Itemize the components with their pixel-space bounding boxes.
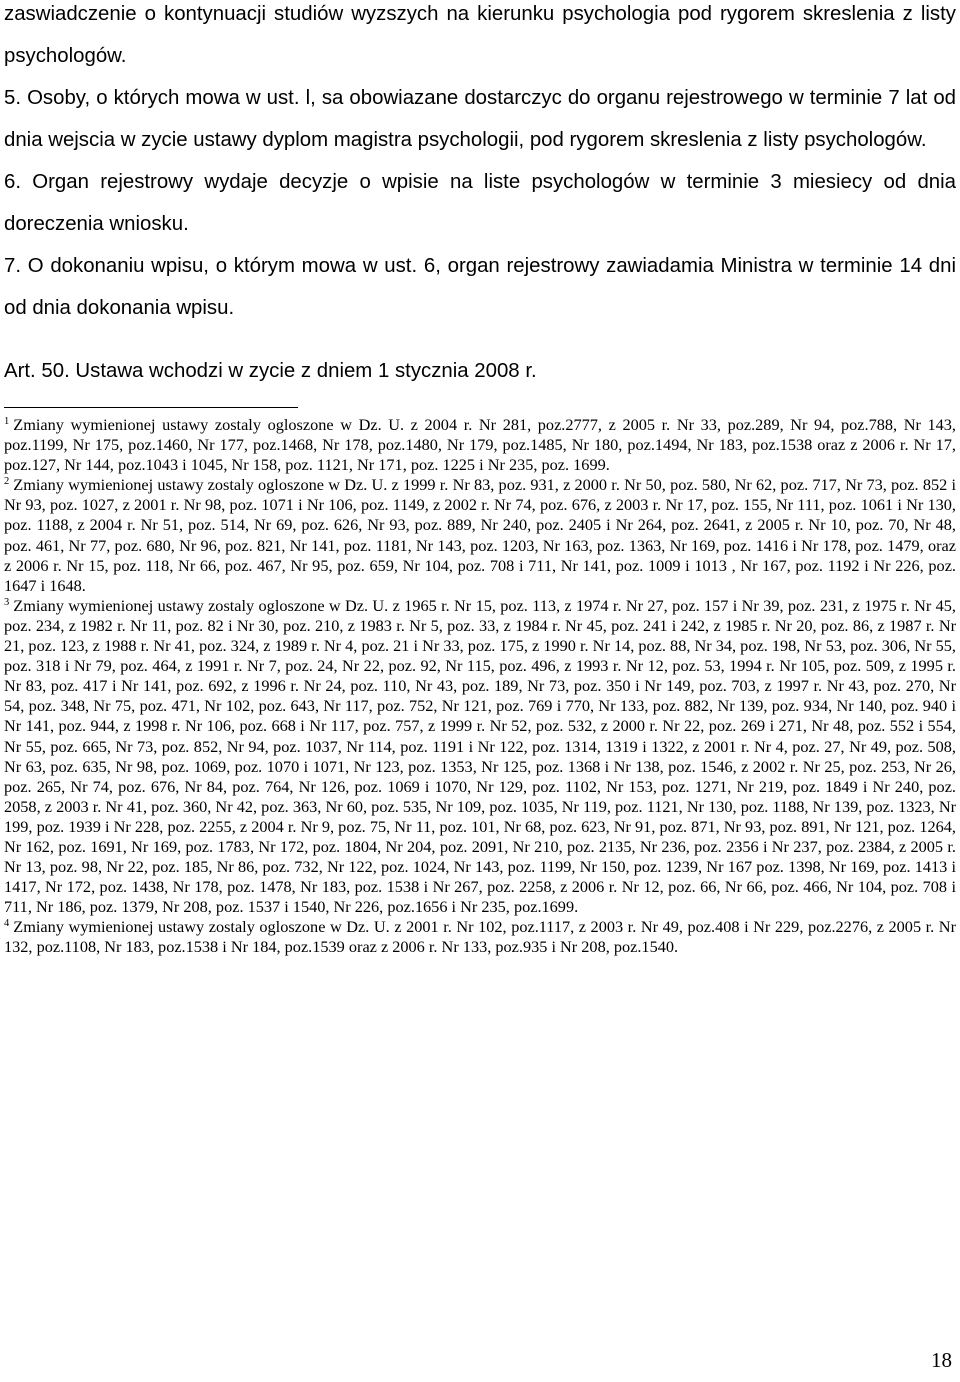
page-number: 18 <box>931 1348 952 1372</box>
document-page <box>4 0 956 958</box>
paragraph-certificate-continuation: zaswiadczenie o kontynuacji studiów wyzszych na kierunku psychologia pod rygorem skreslenia z listy psychologów. <box>4 3 956 67</box>
footnote-marker: 2 <box>4 476 10 488</box>
footnote-3 <box>4 596 956 918</box>
footnote-text: Zmiany wymienionej ustawy zostaly ogloszone w Dz. U. z 1999 r. Nr 83, poz. 931, z 2000 r. Nr 50, poz. 580, Nr 62, poz. 717, Nr 73, poz. 852 i Nr 93, poz. 1027, z 2001 r. Nr 98, poz. 1071 i Nr 106, poz. 1149, z 2002 r. Nr 74, poz. 676, z 2003 r. Nr 17, poz. 155, Nr 111, poz. 1061 i Nr 130, poz. 1188, z 2004 r. Nr 51, poz. 514, Nr 69, poz. 626, Nr 93, poz. 889, Nr 240, poz. 2405 i Nr 264, poz. 2641, z 2005 r. Nr 10, poz. 70, Nr 48, poz. 461, Nr 77, poz. 680, Nr 96, poz. 821, Nr 141, poz. 1181, Nr 143, poz. 1203, Nr 163, poz. 1363, Nr 169, poz. 1416 i Nr 178, poz. 1479, oraz z 2006 r. Nr 15, poz. 118, Nr 66, poz. 467, Nr 95, poz. 659, Nr 104, poz. 708 i 711, Nr 141, poz. 1009 i 1013 , Nr 167, poz. 1192 i Nr 226, poz. 1647 i 1648. <box>4 475 956 595</box>
footnote-text: Zmiany wymienionej ustawy zostaly ogloszone w Dz. U. z 2001 r. Nr 102, poz.1117, z 2003 r. Nr 49, poz.408 i Nr 229, poz.2276, z 2005 r. Nr 132, poz.1108, Nr 183, poz.1538 i Nr 184, poz.1539 oraz z 2006 r. Nr 133, poz.935 i Nr 208, poz.1540. <box>4 917 956 957</box>
paragraph-7: 7. O dokonaniu wpisu, o którym mowa w ust. 6, organ rejestrowy zawiadamia Ministra w terminie 14 dni od dnia dokonania wpisu. <box>4 255 956 319</box>
paragraph-6: 6. Organ rejestrowy wydaje decyzje o wpisie na liste psychologów w terminie 3 miesiecy od dnia doreczenia wniosku. <box>4 171 956 235</box>
footnote-4 <box>4 917 956 957</box>
footnote-marker: 4 <box>4 918 10 930</box>
footnotes <box>4 415 956 958</box>
footnote-marker: 1 <box>4 416 10 427</box>
paragraph-5: 5. Osoby, o których mowa w ust. l, sa obowiazane dostarczyc do organu rejestrowego w terminie 7 lat od dnia wejscia w zycie ustawy dyplom magistra psychologii, pod rygorem skreslenia z listy psychologów. <box>4 87 956 151</box>
footnote-separator <box>4 407 298 408</box>
footnote-marker: 3 <box>4 596 10 608</box>
article-50: Art. 50. Ustawa wchodzi w zycie z dniem 1 stycznia 2008 r. <box>4 360 537 382</box>
footnote-text: Zmiany wymienionej ustawy zostaly ogloszone w Dz. U. z 2004 r. Nr 281, poz.2777, z 2005 r. Nr 33, poz.289, Nr 94, poz.788, Nr 143, poz.1199, Nr 175, poz.1460, Nr 177, poz.1468, Nr 178, poz.1480, Nr 179, poz.1485, Nr 180, poz.1494, Nr 183, poz.1538 oraz z 2006 r. Nr 17, poz.127, Nr 144, poz.1043 i 1045, Nr 158, poz. 1121, Nr 171, poz. 1225 i Nr 235, poz. 1699. <box>4 415 956 475</box>
footnote-2 <box>4 475 956 596</box>
footnote-1 <box>4 415 956 475</box>
footnote-text: Zmiany wymienionej ustawy zostaly ogloszone w Dz. U. z 1965 r. Nr 15, poz. 113, z 1974 r. Nr 27, poz. 157 i Nr 39, poz. 231, z 1975 r. Nr 45, poz. 234, z 1982 r. Nr 11, poz. 82 i Nr 30, poz. 210, z 1983 r. Nr 5, poz. 33, z 1984 r. Nr 45, poz. 241 i 242, z 1985 r. Nr 20, poz. 86, z 1987 r. Nr 21, poz. 123, z 1988 r. Nr 41, poz. 324, z 1989 r. Nr 4, poz. 21 i Nr 33, poz. 175, z 1990 r. Nr 14, poz. 88, Nr 34, poz. 198, Nr 53, poz. 306, Nr 55, poz. 318 i Nr 79, poz. 464, z 1991 r. Nr 7, poz. 24, Nr 22, poz. 92, Nr 115, poz. 496, z 1993 r. Nr 12, poz. 53, 1994 r. Nr 105, poz. 509, z 1995 r. Nr 83, poz. 417 i Nr 141, poz. 692, z 1996 r. Nr 24, poz. 110, Nr 43, poz. 189, Nr 73, poz. 350 i Nr 149, poz. 703, z 1997 r. Nr 43, poz. 270, Nr 54, poz. 348, Nr 75, poz. 471, Nr 102, poz. 643, Nr 117, poz. 752, Nr 121, poz. 769 i 770, Nr 133, poz. 882, Nr 139, poz. 934, Nr 140, poz. 940 i Nr 141, poz. 944, z 1998 r. Nr 106, poz. 668 i Nr 117, poz. 757, z 1999 r. Nr 52, poz. 532, z 2000 r. Nr 22, poz. 269 i 271, Nr 48, poz. 552 i 554, Nr 55, poz. 665, Nr 73, poz. 852, Nr 94, poz. 1037, Nr 114, poz. 1191 i Nr 122, poz. 1314, 1319 i 1322, z 2001 r. Nr 4, poz. 27, Nr 49, poz. 508, Nr 63, poz. 635, Nr 98, poz. 1069, poz. 1070 i 1071, Nr 123, poz. 1353, Nr 125, poz. 1368 i Nr 138, poz. 1546, z 2002 r. Nr 25, poz. 253, Nr 26, poz. 265, Nr 74, poz. 676, Nr 84, poz. 764, Nr 126, poz. 1069 i 1070, Nr 129, poz. 1102, Nr 153, poz. 1271, Nr 219, poz. 1849 i Nr 240, poz. 2058, z 2003 r. Nr 41, poz. 360, Nr 42, poz. 363, Nr 60, poz. 535, Nr 109, poz. 1035, Nr 119, poz. 1121, Nr 130, poz. 1188, Nr 139, poz. 1323, Nr 199, poz. 1939 i Nr 228, poz. 2255, z 2004 r. Nr 9, poz. 75, Nr 11, poz. 101, Nr 68, poz. 623, Nr 91, poz. 871, Nr 93, poz. 891, Nr 121, poz. 1264, Nr 162, poz. 1691, Nr 169, poz. 1783, Nr 172, poz. 1804, Nr 204, poz. 2091, Nr 210, poz. 2135, Nr 236, poz. 2356 i Nr 237, poz. 2384, z 2005 r. Nr 13, poz. 98, Nr 22, poz. 185, Nr 86, poz. 732, Nr 122, poz. 1024, Nr 143, poz. 1199, Nr 150, poz. 1239, Nr 167 poz. 1398, Nr 169, poz. 1413 i 1417, Nr 172, poz. 1438, Nr 178, poz. 1478, Nr 183, poz. 1538 i Nr 267, poz. 2258, z 2006 r. Nr 12, poz. 66, Nr 66, poz. 466, Nr 104, poz. 708 i 711, Nr 186, poz. 1379, Nr 208, poz. 1537 i 1540, Nr 226, poz.1656 i Nr 235, poz.1699. <box>4 595 956 917</box>
